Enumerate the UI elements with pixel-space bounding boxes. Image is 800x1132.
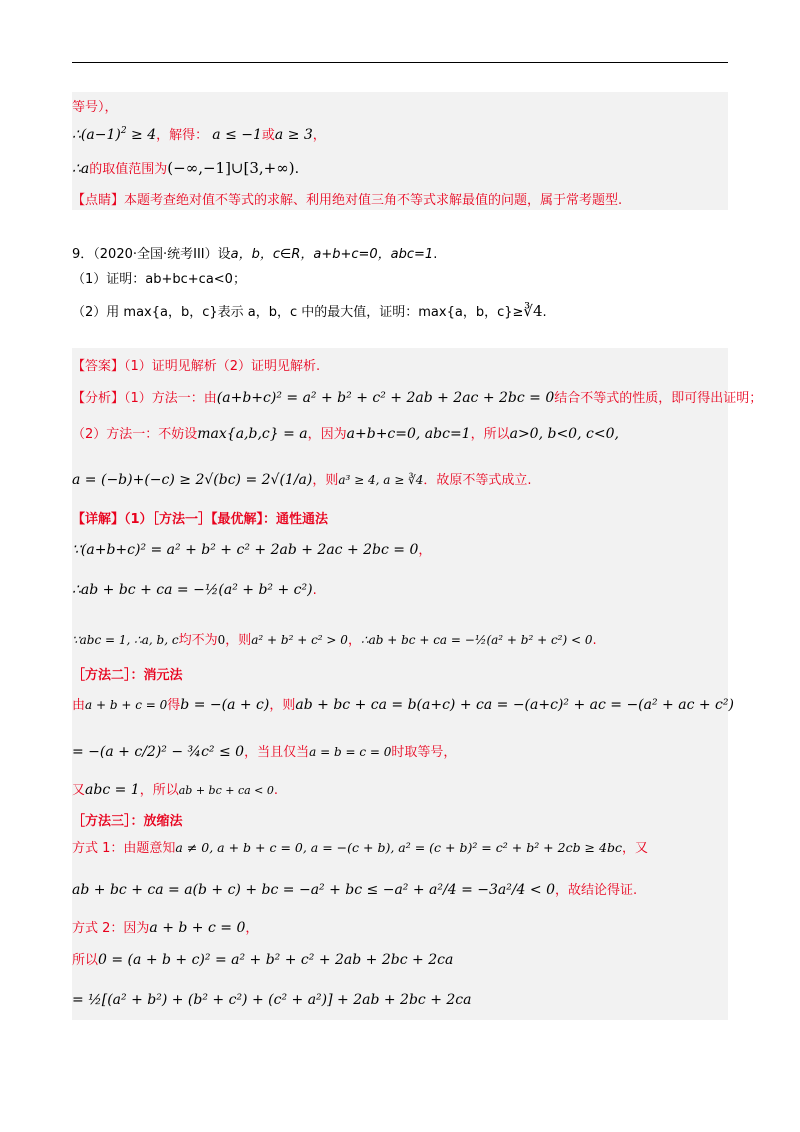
- detail-m1-line-3: ∵abc = 1, ∴a, b, c均不为0，则a² + b² + c² > 0，∴ab + bc + ca = −½(a² + b² + c²) < 0.: [72, 633, 597, 648]
- problem-part-2: （2）用 max{a，b，c}表示 a，b，c 中的最大值，证明：max{a，b，c}≥∛4.: [72, 302, 547, 320]
- prev-line-3: ∴a的取值范围为(−∞,−1]∪[3,+∞).: [72, 159, 300, 177]
- detail-m1-line-2: ∴ab + bc + ca = −½(a² + b² + c²).: [72, 582, 317, 598]
- detail-m3-line-3: 方式 2：因为a + b + c = 0，: [72, 920, 259, 936]
- detail-m3-line-2: ab + bc + ca = a(b + c) + bc = −a² + bc ≤ −a² + a²/4 = −3a²/4 < 0，故结论得证.: [72, 882, 638, 898]
- prev-line-2: $\therefore(a-1)^2 \ge 4$，解得： a ≤ −1或a ≥ 3，: [72, 126, 326, 143]
- prev-tip: 【点睛】本题考查绝对值不等式的求解、利用绝对值三角不等式求解最值的问题，属于常考题型.: [72, 193, 623, 208]
- problem-header: 9．（2020·全国·统考III）设a，b，c∈R，a+b+c=0，abc=1.: [72, 247, 438, 262]
- detail-method-3-title: ［方法三］：放缩法: [72, 814, 183, 829]
- detail-m2-line-2: = −(a + c/2)² − ¾c² ≤ 0，当且仅当a = b = c = 0时取等号，: [72, 744, 457, 760]
- answer-line: 【答案】（1）证明见解析（2）证明见解析.: [72, 359, 321, 374]
- analysis-line-1: 【分析】（1）方法一：由(a+b+c)² = a² + b² + c² + 2ab + 2ac + 2bc = 0结合不等式的性质，即可得出证明；: [72, 390, 763, 406]
- prev-line-1: 等号），: [72, 100, 118, 115]
- detail-method-2-title: ［方法二］：消元法: [72, 668, 183, 683]
- problem-part-1: （1）证明：ab+bc+ca<0；: [72, 272, 246, 287]
- detail-m1-line-1: ∵(a+b+c)² = a² + b² + c² + 2ab + 2ac + 2bc = 0，: [72, 542, 432, 558]
- analysis-line-3: a = (−b)+(−c) ≥ 2√(bc) = 2√(1/a)，则a³ ≥ 4, a ≥ ∛4．故原不等式成立.: [72, 472, 532, 488]
- detail-m3-line-5: = ½[(a² + b²) + (b² + c²) + (c² + a²)] + 2ab + 2bc + 2ca: [72, 992, 472, 1008]
- detail-method-1-title: 【详解】（1）［方法一］【最优解】：通性通法: [72, 512, 329, 527]
- math-expr: $\therefore(a-1)^2 \ge 4$: [72, 126, 157, 143]
- detail-m2-line-1: 由a + b + c = 0得b = −(a + c)，则ab + bc + ca = b(a+c) + ca = −(a+c)² + ac = −(a² + ac + c²): [72, 697, 734, 713]
- detail-m2-line-3: 又abc = 1，所以ab + bc + ca < 0.: [72, 782, 279, 798]
- detail-m3-line-4: 所以0 = (a + b + c)² = a² + b² + c² + 2ab + 2bc + 2ca: [72, 952, 454, 968]
- header-rule: [72, 62, 728, 63]
- detail-m3-line-1: 方式 1：由题意知a ≠ 0, a + b + c = 0, a = −(c + b), a² = (c + b)² = c² + b² + 2cb ≥ 4bc，又: [72, 840, 648, 856]
- analysis-line-2: （2）方法一：不妨设max{a,b,c} = a，因为a+b+c=0, abc=1，所以a>0, b<0, c<0,: [72, 426, 619, 442]
